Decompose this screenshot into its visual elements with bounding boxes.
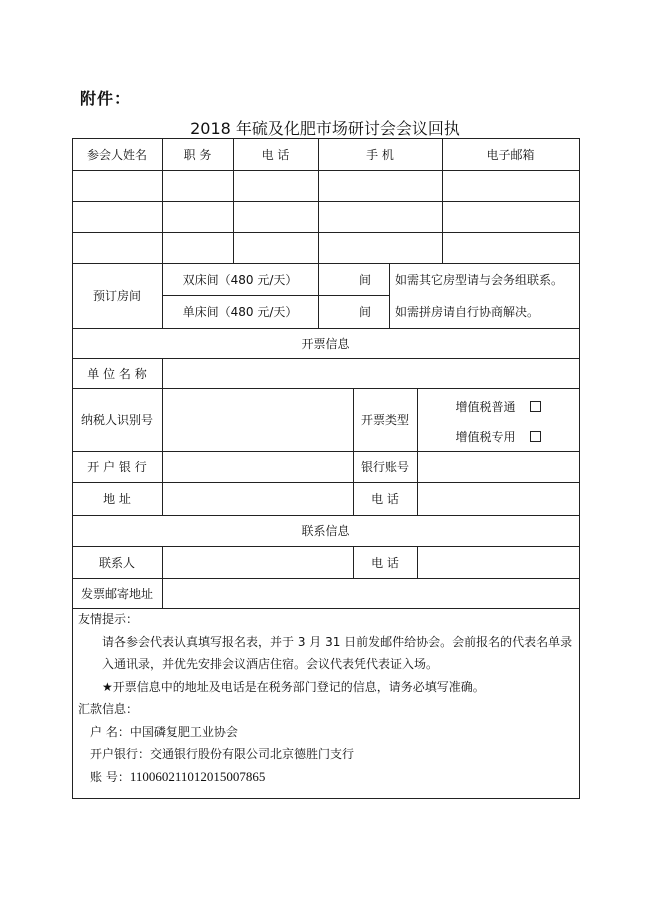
rule: [162, 546, 163, 608]
tip-1: 请各参会代表认真填写报名表，并于 3 月 31 日前发邮件给协会。会前报名的代表名单录入通讯录，并优先安排会议酒店住宿。会议代表凭代表证入场。: [102, 634, 573, 671]
notes-section: [78, 608, 574, 788]
bank-label: 开 户 银 行: [87, 460, 147, 474]
room-label: 预订房间: [92, 289, 141, 303]
remit-account-label: 账 号：: [90, 769, 130, 784]
col-header-name: 参会人姓名: [86, 147, 147, 162]
tips-label: 友情提示：: [78, 612, 139, 626]
double-room-label: 双床间（480 元/天）: [182, 272, 298, 287]
rule: [417, 546, 418, 578]
col-header-phone: 电 话: [261, 147, 290, 162]
rule: [72, 201, 579, 202]
payee-label: 户 名：: [90, 724, 130, 739]
mail-address-label: 发票邮寄地址: [80, 586, 153, 601]
single-room-unit: 间: [358, 305, 371, 319]
checkbox-icon[interactable]: [530, 401, 541, 412]
rule: [389, 263, 390, 328]
payee-line: [78, 721, 574, 744]
form-title: 2018 年硫及化肥市场研讨会会议回执: [190, 119, 460, 138]
checkbox-icon[interactable]: [530, 431, 541, 442]
rule: [72, 232, 579, 233]
account-line: [78, 766, 574, 789]
vat-normal-option[interactable]: [417, 393, 579, 419]
attachment-label: 附件：: [80, 89, 132, 108]
remit-bank-label: 开户银行：: [90, 747, 151, 761]
rule: [72, 798, 579, 799]
double-room-unit: 间: [358, 272, 371, 287]
payee-value: 中国磷复肥工业协会: [129, 724, 238, 739]
rule: [72, 170, 579, 171]
account-label: 银行账号: [360, 460, 409, 474]
remit-label: 汇款信息：: [78, 702, 139, 716]
rule: [162, 358, 163, 515]
invoice-type-label: 开票类型: [360, 413, 409, 427]
single-room-label: 单床间（480 元/天）: [182, 305, 298, 319]
bank-line: [78, 743, 574, 766]
col-header-email: 电子邮箱: [486, 147, 535, 162]
rule: [579, 138, 580, 799]
tip-2: ★开票信息中的地址及电话是在税务部门登记的信息，请务必填写准确。: [102, 679, 485, 694]
contact-person-label: 联系人: [98, 555, 135, 570]
col-header-mobile: 手 机: [366, 147, 394, 162]
unit-name-label: 单 位 名 称: [87, 366, 147, 381]
vat-special-label: 增值税专用: [455, 429, 516, 444]
contact-phone-label: 电 话: [371, 555, 399, 570]
taxpayer-id-label: 纳税人识别号: [80, 413, 153, 427]
invoice-section-title: 开票信息: [301, 336, 350, 351]
room-note-2: 如需拼房请自行协商解决。: [395, 305, 540, 319]
remit-bank-value: 交通银行股份有限公司北京德胜门支行: [150, 747, 355, 761]
room-note-1: 如需其它房型请与会务组联系。: [395, 272, 564, 287]
vat-normal-label: 增值税普通: [455, 399, 516, 414]
col-header-position: 职 务: [183, 147, 212, 162]
address-label: 地 址: [103, 492, 131, 506]
contact-section-title: 联系信息: [301, 524, 350, 538]
vat-special-option[interactable]: [417, 423, 579, 449]
remit-account-value: 110060211012015007865: [129, 768, 266, 784]
invoice-phone-label: 电 话: [371, 492, 399, 506]
